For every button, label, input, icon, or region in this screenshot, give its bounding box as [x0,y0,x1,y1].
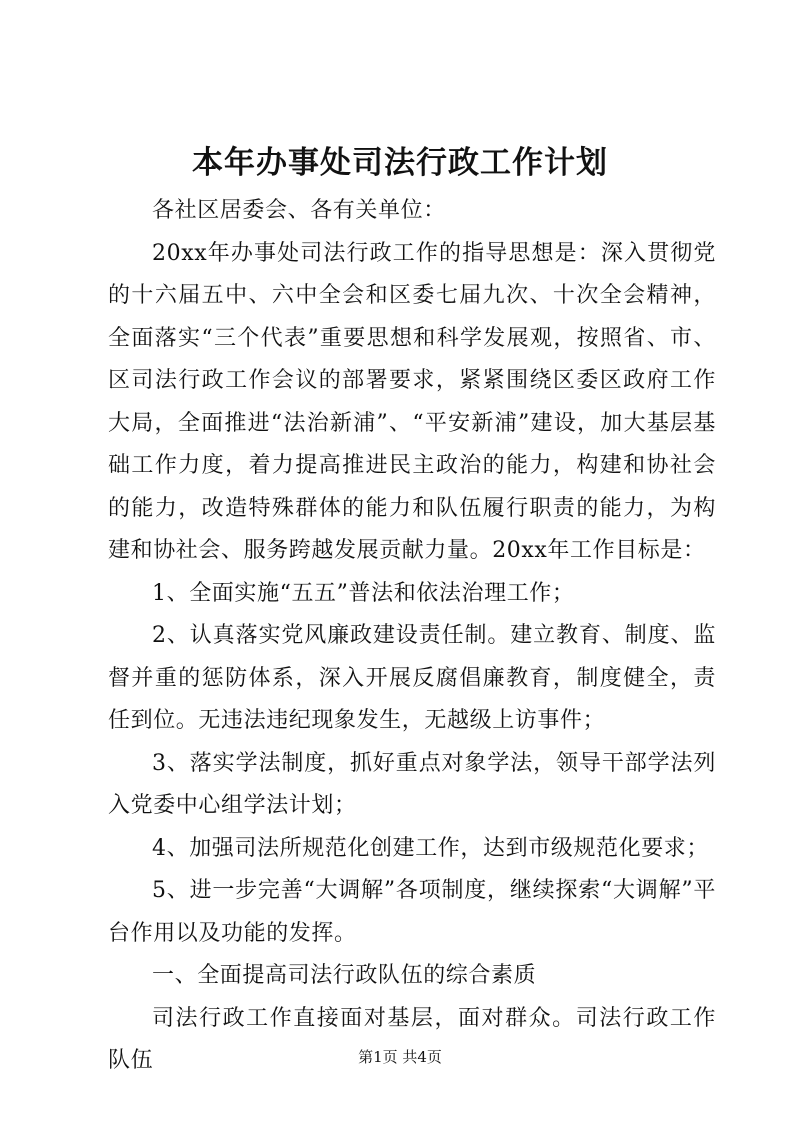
document-title: 本年办事处司法行政工作计划 [192,145,608,181]
paragraph-section-1-body: 司法行政工作直接面对基层，面对群众。司法行政工作队伍 [108,1005,716,1073]
paragraph-goal-3: 3、落实学法制度，抓好重点对象学法，领导干部学法列入党委中心组学法计划； [108,750,716,818]
paragraph-goal-2: 2、认真落实党风廉政建设责任制。建立教育、制度、监督并重的惩防体系，深入开展反腐倡廉教育，制度健全，责任到位。无违法违纪现象发生，无越级上访事件； [108,623,716,733]
section-heading-1: 一、全面提高司法行政队伍的综合素质 [152,963,537,988]
paragraph-salutation: 各社区居委会、各有关单位： [152,198,446,223]
document-body [108,190,716,1083]
paragraph-goal-1: 1、全面实施“五五”普法和依法治理工作； [152,580,575,606]
page-number-footer: 第1页 共4页 [358,1048,442,1066]
paragraph-goal-5: 5、进一步完善“大调解”各项制度，继续探索“大调解”平台作用以及功能的发挥。 [108,878,716,946]
paragraph-guiding-thought: 20xx年办事处司法行政工作的指导思想是：深入贯彻党的十六届五中、六中全会和区委七届九次、十次全会精神，全面落实“三个代表”重要思想和科学发展观，按照省、市、区司法行政工作会议的部署要求，紧紧围绕区委区政府工作大局，全面推进“法治新浦”、“平安新浦”建设，加大基层基础工作力度，着力提高推进民主政治的能力，构建和协社会的能力，改造特殊群体的能力和队伍履行职责的能力，为构建和协社会、服务跨越发展贡献力量。20xx年工作目标是： [108,240,716,563]
paragraph-goal-4: 4、加强司法所规范化创建工作，达到市级规范化要求； [152,835,709,861]
